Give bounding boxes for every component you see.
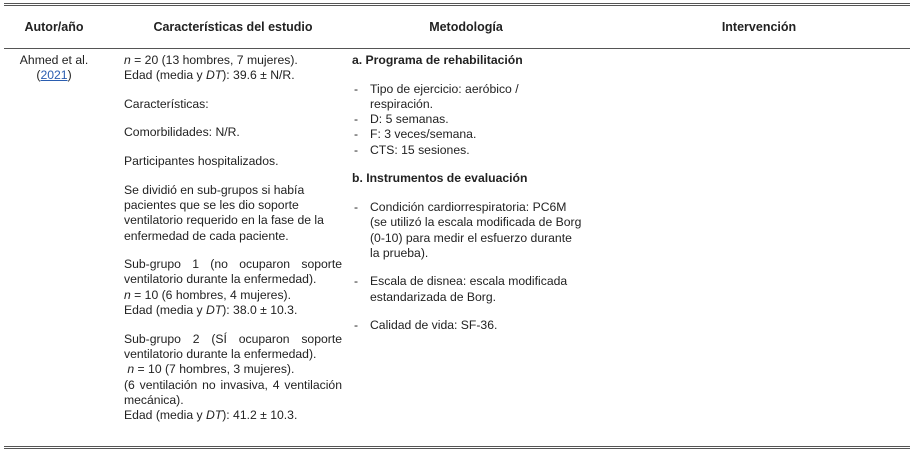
subgroup-1-n (124, 288, 342, 303)
author-name: Ahmed et al. (19, 53, 89, 67)
section-b-title: b. Instrumentos de evaluación (352, 171, 528, 186)
sg1-n-label: n (124, 287, 131, 302)
list-item (352, 200, 584, 261)
author-year-open: ( (36, 68, 41, 83)
author-year-link[interactable]: 2021 (40, 68, 68, 83)
sg2-age-suffix: ): 41.2 ± 10.3. (222, 408, 298, 423)
header-rule (4, 48, 910, 49)
program-item-text: Tipo de ejercicio: aeróbico / respiración. (370, 81, 519, 111)
instrument-item-text: Calidad de vida: SF-36. (370, 318, 498, 333)
list-item (352, 127, 584, 142)
subgroup-2-ventilation: (6 ventilación no invasiva, 4 ventilación mecánica). (124, 377, 342, 407)
list-item (352, 318, 584, 333)
dash-bullet: - (354, 81, 359, 96)
table-bottom-rule-double (4, 448, 910, 449)
table-bottom-rule (4, 446, 910, 447)
header-intervention: Intervención (721, 20, 797, 34)
methodology-cell (352, 53, 584, 334)
instrument-item-text: Condición cardiorrespiratoria: PC6M (se utilizó la escala modificada de Borg (0-10) para medir el esfuerzo durante la prueba). (370, 199, 582, 260)
subgroups-note: Se dividió en sub-grupos si había pacientes que se les dio soporte ventilatorio requerido en la fase de la enfermedad de cada paciente. (124, 182, 324, 243)
sg2-n-text: = 10 (7 hombres, 3 mujeres). (134, 362, 295, 377)
header-author: Autor/año (24, 20, 84, 34)
section-a-title: a. Programa de rehabilitación (352, 53, 523, 67)
age (124, 68, 342, 83)
program-item-text: D: 5 semanas. (370, 112, 449, 127)
sg1-n-text: = 10 (6 hombres, 4 mujeres). (130, 287, 291, 302)
subgroup-1-age (124, 303, 342, 318)
list-item (352, 274, 584, 305)
program-item-text: F: 3 veces/semana. (370, 127, 477, 142)
program-list (352, 82, 584, 158)
header-characteristics: Características del estudio (153, 20, 313, 34)
age-prefix: Edad (media y (124, 68, 206, 83)
dash-bullet: - (354, 318, 359, 333)
participants: Participantes hospitalizados. (124, 154, 279, 169)
subgroup-2-age (124, 408, 342, 423)
characteristics-label: Características: (124, 96, 209, 111)
sample-size (124, 53, 342, 68)
author-year (16, 68, 92, 83)
table-top-rule (4, 3, 910, 4)
study-table (4, 0, 910, 452)
subgroup-2-title: Sub-grupo 2 (SÍ ocuparon soporte ventilatorio durante la enfermedad). (124, 331, 342, 361)
dash-bullet: - (354, 142, 359, 157)
sg2-age-dt: DT (205, 408, 223, 423)
characteristics-cell (124, 53, 342, 423)
program-item-text: CTS: 15 sesiones. (370, 142, 470, 157)
dash-bullet: - (354, 127, 359, 142)
n-label: n (124, 53, 131, 67)
author-year-close: ) (67, 68, 72, 83)
table-top-rule-double (4, 5, 910, 6)
sg1-age-prefix: Edad (media y (124, 303, 206, 318)
sg1-age-suffix: ): 38.0 ± 10.3. (222, 303, 298, 318)
sg1-age-dt: DT (205, 303, 223, 318)
age-dt: DT (205, 68, 223, 83)
age-suffix: ): 39.6 ± N/R. (222, 68, 295, 83)
instrument-item-text: Escala de disnea: escala modificada estandarizada de Borg. (370, 274, 568, 304)
sg2-age-prefix: Edad (media y (124, 408, 206, 423)
comorbidities: Comorbilidades: N/R. (124, 125, 240, 140)
list-item (352, 82, 584, 113)
sg2-n-label: n (127, 362, 135, 377)
dash-bullet: - (354, 112, 359, 127)
list-item (352, 112, 584, 127)
dash-bullet: - (354, 199, 359, 214)
subgroup-1-title: Sub-grupo 1 (no ocuparon soporte ventilatorio durante la enfermedad). (124, 257, 342, 287)
n-text: = 20 (13 hombres, 7 mujeres). (130, 53, 298, 67)
instrument-list-2 (352, 274, 584, 305)
list-item (352, 143, 584, 158)
subgroup-2-n (124, 362, 342, 377)
header-methodology: Metodología (429, 20, 503, 34)
author-cell (16, 53, 92, 84)
instrument-list-3 (352, 318, 584, 333)
instrument-list (352, 200, 584, 261)
dash-bullet: - (354, 274, 359, 289)
